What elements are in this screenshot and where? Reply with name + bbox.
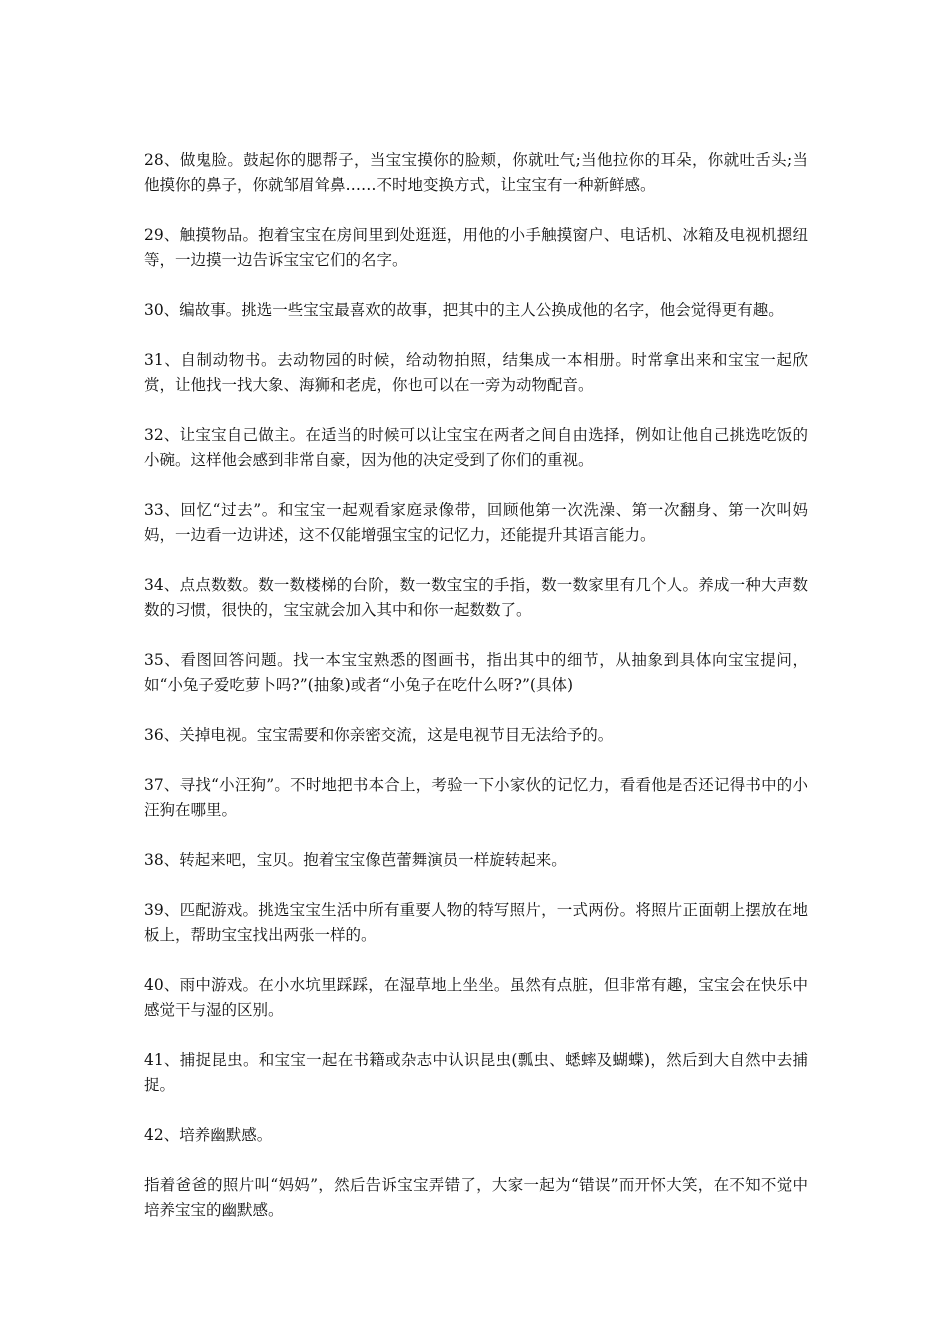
paragraph-37: 37、寻找“小汪狗”。不时地把书本合上，考验一下小家伙的记忆力，看看他是否还记得书中的小汪狗在哪里。 [144, 776, 808, 819]
paragraph-31: 31、自制动物书。去动物园的时候，给动物拍照，结集成一本相册。时常拿出来和宝宝一起欣赏，让他找一找大象、海狮和老虎，你也可以在一旁为动物配音。 [144, 351, 808, 394]
paragraph-29: 29、触摸物品。抱着宝宝在房间里到处逛逛，用他的小手触摸窗户、电话机、冰箱及电视机摁纽等，一边摸一边告诉宝宝它们的名字。 [144, 226, 808, 269]
paragraph-36: 36、关掉电视。宝宝需要和你亲密交流，这是电视节目无法给予的。 [144, 726, 614, 744]
paragraph-41: 41、捕捉昆虫。和宝宝一起在书籍或杂志中认识昆虫(瓢虫、蟋蟀及蝴蝶)，然后到大自然中去捕捉。 [144, 1051, 808, 1094]
paragraph-42: 42、培养幽默感。 [144, 1126, 273, 1144]
paragraph-32: 32、让宝宝自己做主。在适当的时候可以让宝宝在两者之间自由选择，例如让他自己挑选吃饭的小碗。这样他会感到非常自豪，因为他的决定受到了你们的重视。 [144, 426, 808, 469]
paragraph-28: 28、做鬼脸。鼓起你的腮帮子，当宝宝摸你的脸颊，你就吐气;当他拉你的耳朵，你就吐舌头;当他摸你的鼻子，你就邹眉耸鼻……不时地变换方式，让宝宝有一种新鲜感。 [144, 151, 808, 194]
paragraph-42-detail: 指着爸爸的照片叫“妈妈”，然后告诉宝宝弄错了，大家一起为“错误”而开怀大笑，在不知不觉中培养宝宝的幽默感。 [144, 1176, 808, 1219]
paragraph-40: 40、雨中游戏。在小水坑里踩踩，在湿草地上坐坐。虽然有点脏，但非常有趣，宝宝会在快乐中感觉干与湿的区别。 [144, 976, 808, 1019]
paragraph-34: 34、点点数数。数一数楼梯的台阶，数一数宝宝的手指，数一数家里有几个人。养成一种大声数数的习惯，很快的，宝宝就会加入其中和你一起数数了。 [144, 576, 808, 619]
paragraph-33: 33、回忆“过去”。和宝宝一起观看家庭录像带，回顾他第一次洗澡、第一次翻身、第一次叫妈妈，一边看一边讲述，这不仅能增强宝宝的记忆力，还能提升其语言能力。 [144, 501, 808, 544]
paragraph-35: 35、看图回答问题。找一本宝宝熟悉的图画书，指出其中的细节，从抽象到具体向宝宝提问，如“小兔子爱吃萝卜吗?”(抽象)或者“小兔子在吃什么呀?”(具体) [144, 651, 808, 694]
paragraph-30: 30、编故事。挑选一些宝宝最喜欢的故事，把其中的主人公换成他的名字，他会觉得更有趣。 [144, 301, 784, 319]
paragraph-38: 38、转起来吧，宝贝。抱着宝宝像芭蕾舞演员一样旋转起来。 [144, 851, 567, 869]
paragraph-39: 39、匹配游戏。挑选宝宝生活中所有重要人物的特写照片，一式两份。将照片正面朝上摆放在地板上，帮助宝宝找出两张一样的。 [144, 901, 808, 944]
document-page [144, 148, 808, 1248]
